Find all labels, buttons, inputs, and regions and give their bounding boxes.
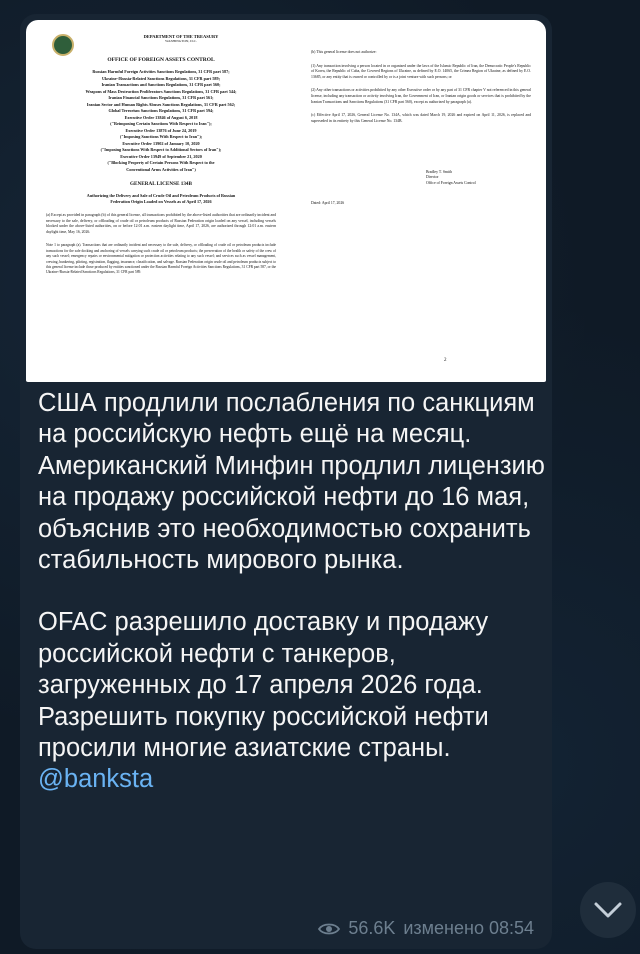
paragraph-b2: (2) Any other transactions or activities prohibited by any other Executive order or by any part of 31 CFR chapter V not referenced in this general license, including any transaction or activity involving Iran, the Government of Iran, or Iranian origin goods or services that is prohibited by the Iranian Transactions and Sanctions Regulations (31 CFR part 560), except as authorized by paragraph (a). xyxy=(311,88,531,104)
signature-text: Bradley T. Smith Director Office of Foreign Assets Control xyxy=(426,169,476,185)
chevron-down-icon xyxy=(593,901,623,919)
scroll-to-bottom-button[interactable] xyxy=(580,882,636,938)
message-paragraph-2-text: OFAC разрешило доставку и продажу российской нефти с танкеров, загруженных до 17 апреля 2026 года. Разрешить покупку российской нефти просили многие азиатские страны. xyxy=(38,608,489,763)
document-left-column xyxy=(46,34,276,276)
paragraph-b-intro: (b) This general license does not authorize: xyxy=(311,50,377,54)
department-city: WASHINGTON, D.C. xyxy=(165,39,197,43)
channel-mention-link[interactable]: @banksta xyxy=(38,765,154,794)
paragraph-a: (a) Except as provided in paragraph (b) of this general license, all transactions prohibited by the above-listed authorities that are ordinarily incident and necessary to the sale, delivery, or offloading of crude oil or petroleum products of Russian Federation origin loaded on any vessel, including vessels blocked under the above-listed authorities, on or before 12:01 a.m. eastern daylight time, April 17, 2026, are authorized through 12:01 a.m. eastern daylight time, May 16, 2026. xyxy=(46,213,276,234)
page-number: 2 xyxy=(444,358,447,363)
license-title: Authorizing the Delivery and Sale of Crude Oil and Petroleum Products of Russian Federation Origin Loaded on Vessels as of April 17, 2026 xyxy=(86,193,236,204)
edited-time: изменено 08:54 xyxy=(403,918,534,938)
signature-block xyxy=(426,164,531,191)
message-meta xyxy=(318,918,534,939)
document-image[interactable] xyxy=(26,20,546,382)
office-title: OFFICE OF FOREIGN ASSETS CONTROL xyxy=(107,57,215,63)
document-right-column xyxy=(311,50,531,205)
views-count: 56.6K xyxy=(348,918,396,938)
message-paragraph-1: США продлили послабления по санкциям на российскую нефть ещё на месяц. Американский Минфин продлил лицензию на продажу российской нефти до 16 мая, объяснив это необходимостью сохранить стабильность мирового рынка. xyxy=(38,389,545,575)
regulations-list: Russian Harmful Foreign Activities Sanctions Regulations, 31 CFR part 587; Ukraine-/Russia-Related Sanctions Regulations, 31 CFR part 589; Iranian Transactions and Sanctions Regulations, 31 CFR part 560; Weapons of Mass Destruction Proliferators Sanctions Regulations, 31 CFR part 544; Iranian Financial Sanctions Regulations, 31 CFR part 561; Iranian Sector and Human Rights Abuses Sanctions Regulations, 31 CFR part 562; Global Terrorism Sanctions Regulations, 31 CFR part 594; Executive Order 13846 of August 6, 2018 ("Reimposing Certain Sanctions With Respect to Iran"); Executive Order 13876 of June 24, 2019 ("Imposing Sanctions With Respect to Iran"); Executive Order 13902 of January 10, 2020 ("Imposing Sanctions With Respect to Additional Sectors of Iran"); Executive Order 13949 of September 21, 2020 ("Blocking Property of Certain Persons With Respect to the Conventional Arms Activities of Iran") xyxy=(85,69,237,172)
eye-icon xyxy=(318,922,340,936)
treasury-seal-icon xyxy=(52,34,74,56)
note-paragraph: Note 1 to paragraph (a). Transactions that are ordinarily incident and necessary to the sale, delivery, or offloading of crude oil or petroleum products include transactions for the safe docking and anchoring of vessels carrying such crude oil or petroleum products; the preservation of the health or safety of the crew of any such vessel; emergency repairs or environmental mitigation or protection activities relating to any such vessel; and services such as vessel management, crewing, bunkering, piloting, registration, flagging, insurance, classification, and salvage. Russian Federation origin crude oil and petroleum products subject to this general license include those produced by entities sanctioned under the Russian Harmful Foreign Activities Sanctions Regulations, 31 CFR part 587, or the Ukraine-/Russia-Related Sanctions Regulations, 31 CFR part 589. xyxy=(46,243,276,275)
license-number: GENERAL LICENSE 134B xyxy=(130,181,192,187)
message-paragraph-2 xyxy=(38,607,550,795)
message-bubble[interactable] xyxy=(20,14,552,949)
paragraph-c: (c) Effective April 17, 2026, General License No. 134A, which was dated March 19, 2026 and expired on April 11, 2026, is replaced and superseded in its entirety by this General License No. 134B. xyxy=(311,113,531,123)
paragraph-b1: (1) Any transaction involving a person located in or organized under the laws of the Islamic Republic of Iran, the Democratic People's Republic of Korea, the Republic of Cuba, the Covered Regions of Ukraine, as defined by E.O. 14065, the Crimea Region of Ukraine, as defined by E.O. 13685, or any entity that is owned or controlled by or is a joint venture with such persons; or xyxy=(311,63,531,79)
department-header xyxy=(86,34,276,43)
message-text xyxy=(38,388,550,796)
dated-line: Dated: April 17, 2026 xyxy=(311,201,345,206)
department-name: DEPARTMENT OF THE TREASURY xyxy=(143,34,219,39)
